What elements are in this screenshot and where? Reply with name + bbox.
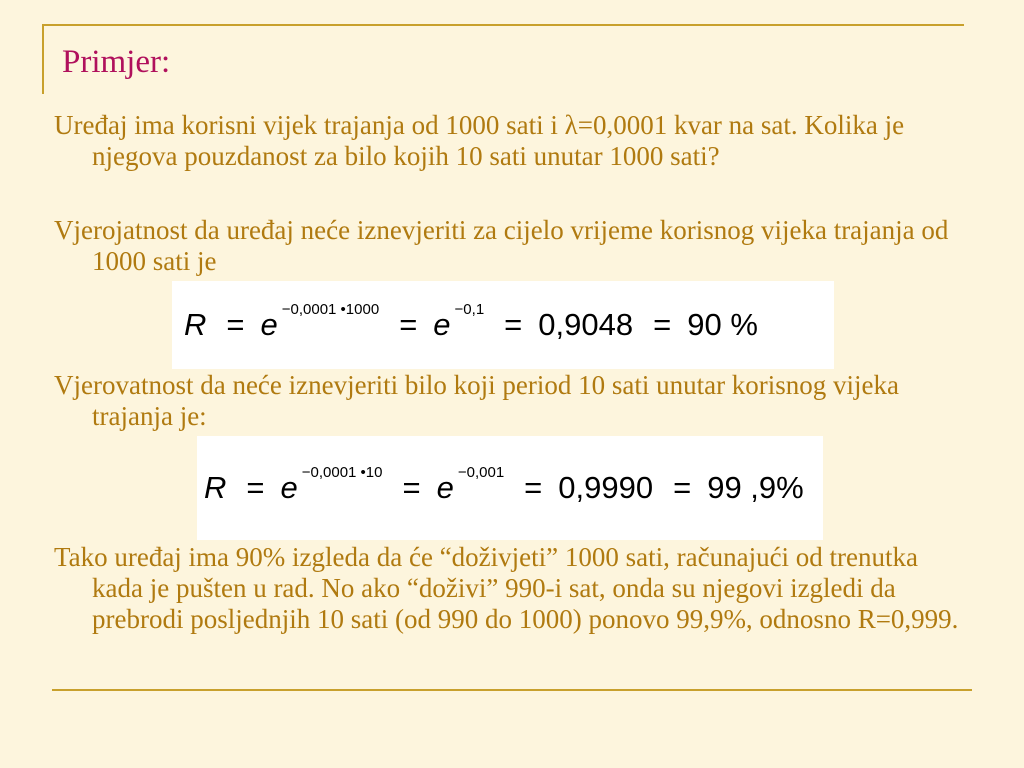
- paragraph-conclusion: Tako uređaj ima 90% izgleda da će “doživjeti” 1000 sati, računajući od trenutka kada je pušten u rad. No ako “doživi” 990-i sat, onda su njegovi izgledi da prebrodi posljednjih 10 sati (od 990 do 1000) ponovo 99,9%, odnosno R=0,999.: [54, 542, 959, 634]
- paragraph-question: Uređaj ima korisni vijek trajanja od 1000 sati i λ=0,0001 kvar na sat. Kolika je njegova pouzdanost za bilo kojih 10 sati unutar 1000 sati?: [54, 110, 905, 171]
- formula-exponent: −0,1: [454, 300, 485, 318]
- left-rule: [42, 24, 44, 94]
- formula-base: e: [436, 470, 454, 505]
- formula-exponent: −0,0001 •1000: [281, 300, 380, 318]
- formula-value: 0,9048: [538, 307, 634, 342]
- formula-base: e: [433, 307, 451, 342]
- formula-exponent: −0,001: [457, 463, 505, 481]
- slide-title: Primjer:: [62, 44, 171, 80]
- paragraph-probability-10: Vjerovatnost da neće iznevjeriti bilo koji period 10 sati unutar korisnog vijeka trajanja je:: [54, 370, 900, 431]
- formula-lhs: R: [204, 470, 227, 505]
- formula-value: 0,9990: [558, 470, 654, 505]
- formula-reliability-10: R = e −0,0001 •10 = e −0,001 = 0,9990 = 99 ,9%: [197, 436, 823, 540]
- formula-reliability-1000: R = e −0,0001 •1000 = e −0,1 = 0,9048 = 90 %: [172, 281, 834, 369]
- formula-percent: 90 %: [687, 307, 758, 342]
- formula-exponent: −0,0001 •10: [301, 463, 383, 481]
- formula-base: e: [260, 307, 278, 342]
- formula-percent: 99 ,9%: [707, 470, 804, 505]
- top-rule: [42, 24, 964, 26]
- bottom-rule: [52, 689, 972, 691]
- paragraph-probability-1000: Vjerojatnost da uređaj neće iznevjeriti za cijelo vrijeme korisnog vijeka trajanja od 1000 sati je: [54, 215, 949, 276]
- formula-lhs: R: [184, 307, 207, 342]
- formula-base: e: [280, 470, 298, 505]
